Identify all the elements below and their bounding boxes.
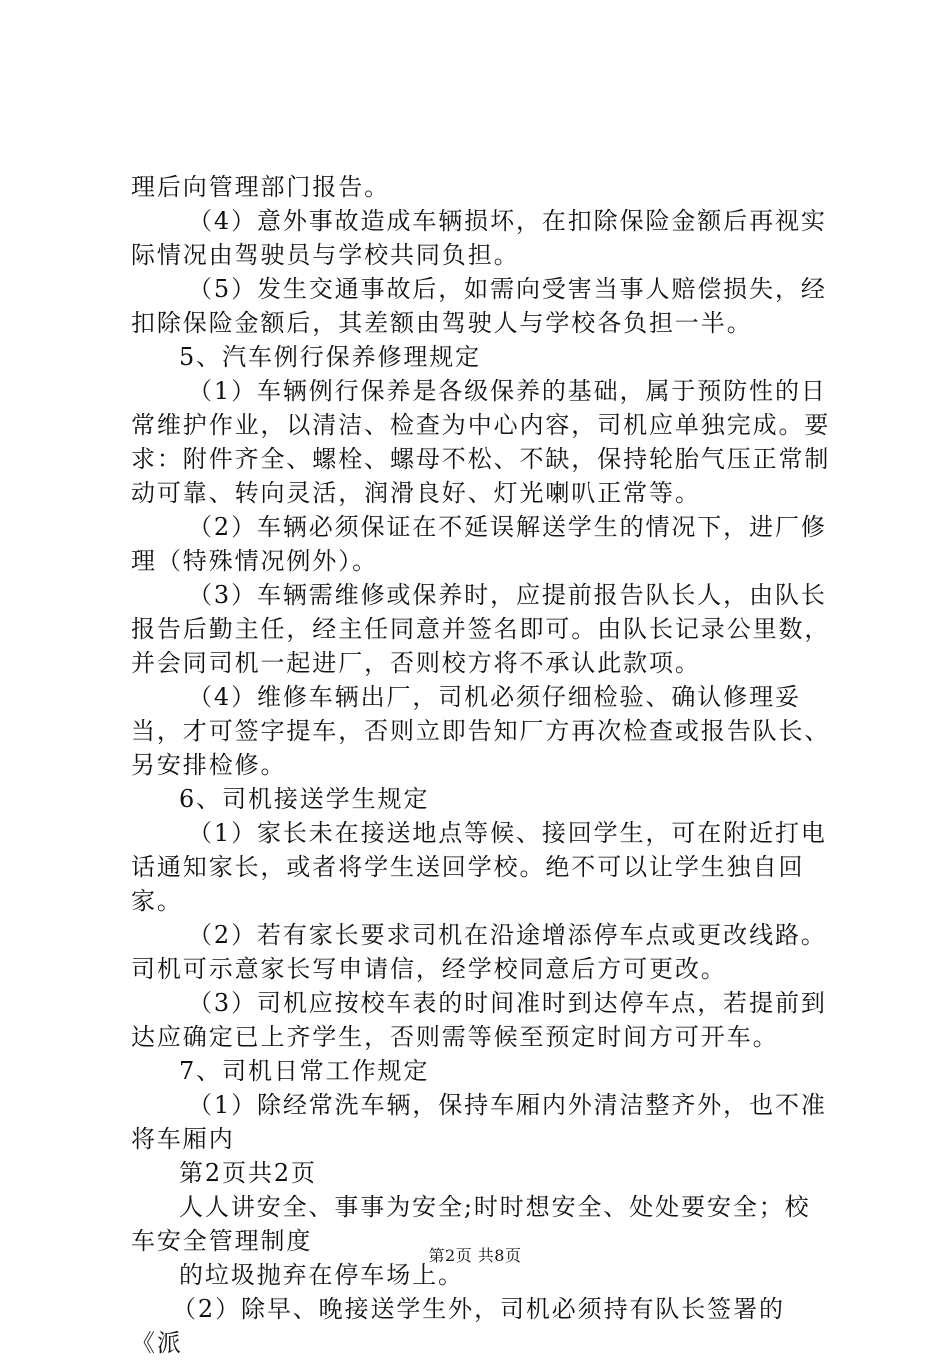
paragraph-maint-2: （2）车辆必须保证在不延误解送学生的情况下，进厂修理（特殊情况例外）。 — [131, 513, 827, 575]
paragraph-maint-3: （3）车辆需维修或保养时，应提前报告队长人，由队长报告后勤主任，经主任同意并签名即可。由队长记录公里数，并会同司机一起进厂，否则校方将不承认此款项。 — [131, 581, 831, 677]
paragraph-continuation: 理后向管理部门报告。 — [131, 173, 390, 201]
paragraph-daily-1-end: 的垃圾抛弃在停车场上。 — [179, 1261, 464, 1289]
paragraph-item-5: （5）发生交通事故后，如需向受害当事人赔偿损失，经扣除保险金额后，其差额由驾驶人与学校各负担一半。 — [131, 275, 827, 337]
paragraph-maint-4: （4）维修车辆出厂，司机必须仔细检验、确认修理妥当，才可签字提车，否则立即告知厂方再次检查或报告队长、另安排检修。 — [131, 683, 831, 779]
paragraph-pickup-3: （3）司机应按校车表的时间准时到达停车点，若提前到达应确定已上齐学生，否则需等候至预定时间方可开车。 — [131, 989, 827, 1051]
paragraph-daily-2: （2）除早、晚接送学生外，司机必须持有队长签署的《派 — [131, 1295, 785, 1357]
paragraph-pickup-2: （2）若有家长要求司机在沿途增添停车点或更改线路。司机可示意家长写申请信，经学校同意后方可更改。 — [131, 921, 827, 983]
slogan-line: 人人讲安全、事事为安全;时时想安全、处处要安全；校车安全管理制度 — [131, 1193, 811, 1255]
paragraph-daily-1: （1）除经常洗车辆，保持车厢内外清洁整齐外，也不准将车厢内 — [131, 1091, 827, 1153]
paragraph-item-4: （4）意外事故造成车辆损坏，在扣除保险金额后再视实际情况由驾驶员与学校共同负担。 — [131, 207, 827, 269]
section-heading-6: 6、司机接送学生规定 — [179, 785, 430, 813]
section-heading-5: 5、汽车例行保养修理规定 — [179, 343, 482, 371]
page-footer: 第2页 共8页 — [428, 1246, 522, 1265]
section-heading-7: 7、司机日常工作规定 — [179, 1057, 430, 1085]
paragraph-maint-1: （1）车辆例行保养是各级保养的基础，属于预防性的日常维护作业，以清洁、检查为中心内容，司机应单独完成。要求：附件齐全、螺栓、螺母不松、不缺，保持轮胎气压正常制动可靠、转向灵活，润滑良好、灯光喇叭正常等。 — [131, 377, 831, 507]
document-body — [131, 170, 831, 1360]
paragraph-pickup-1: （1）家长未在接送地点等候、接回学生，可在附近打电话通知家长，或者将学生送回学校。绝不可以让学生独自回家。 — [131, 819, 827, 915]
inline-page-marker: 第2页共2页 — [179, 1159, 317, 1187]
